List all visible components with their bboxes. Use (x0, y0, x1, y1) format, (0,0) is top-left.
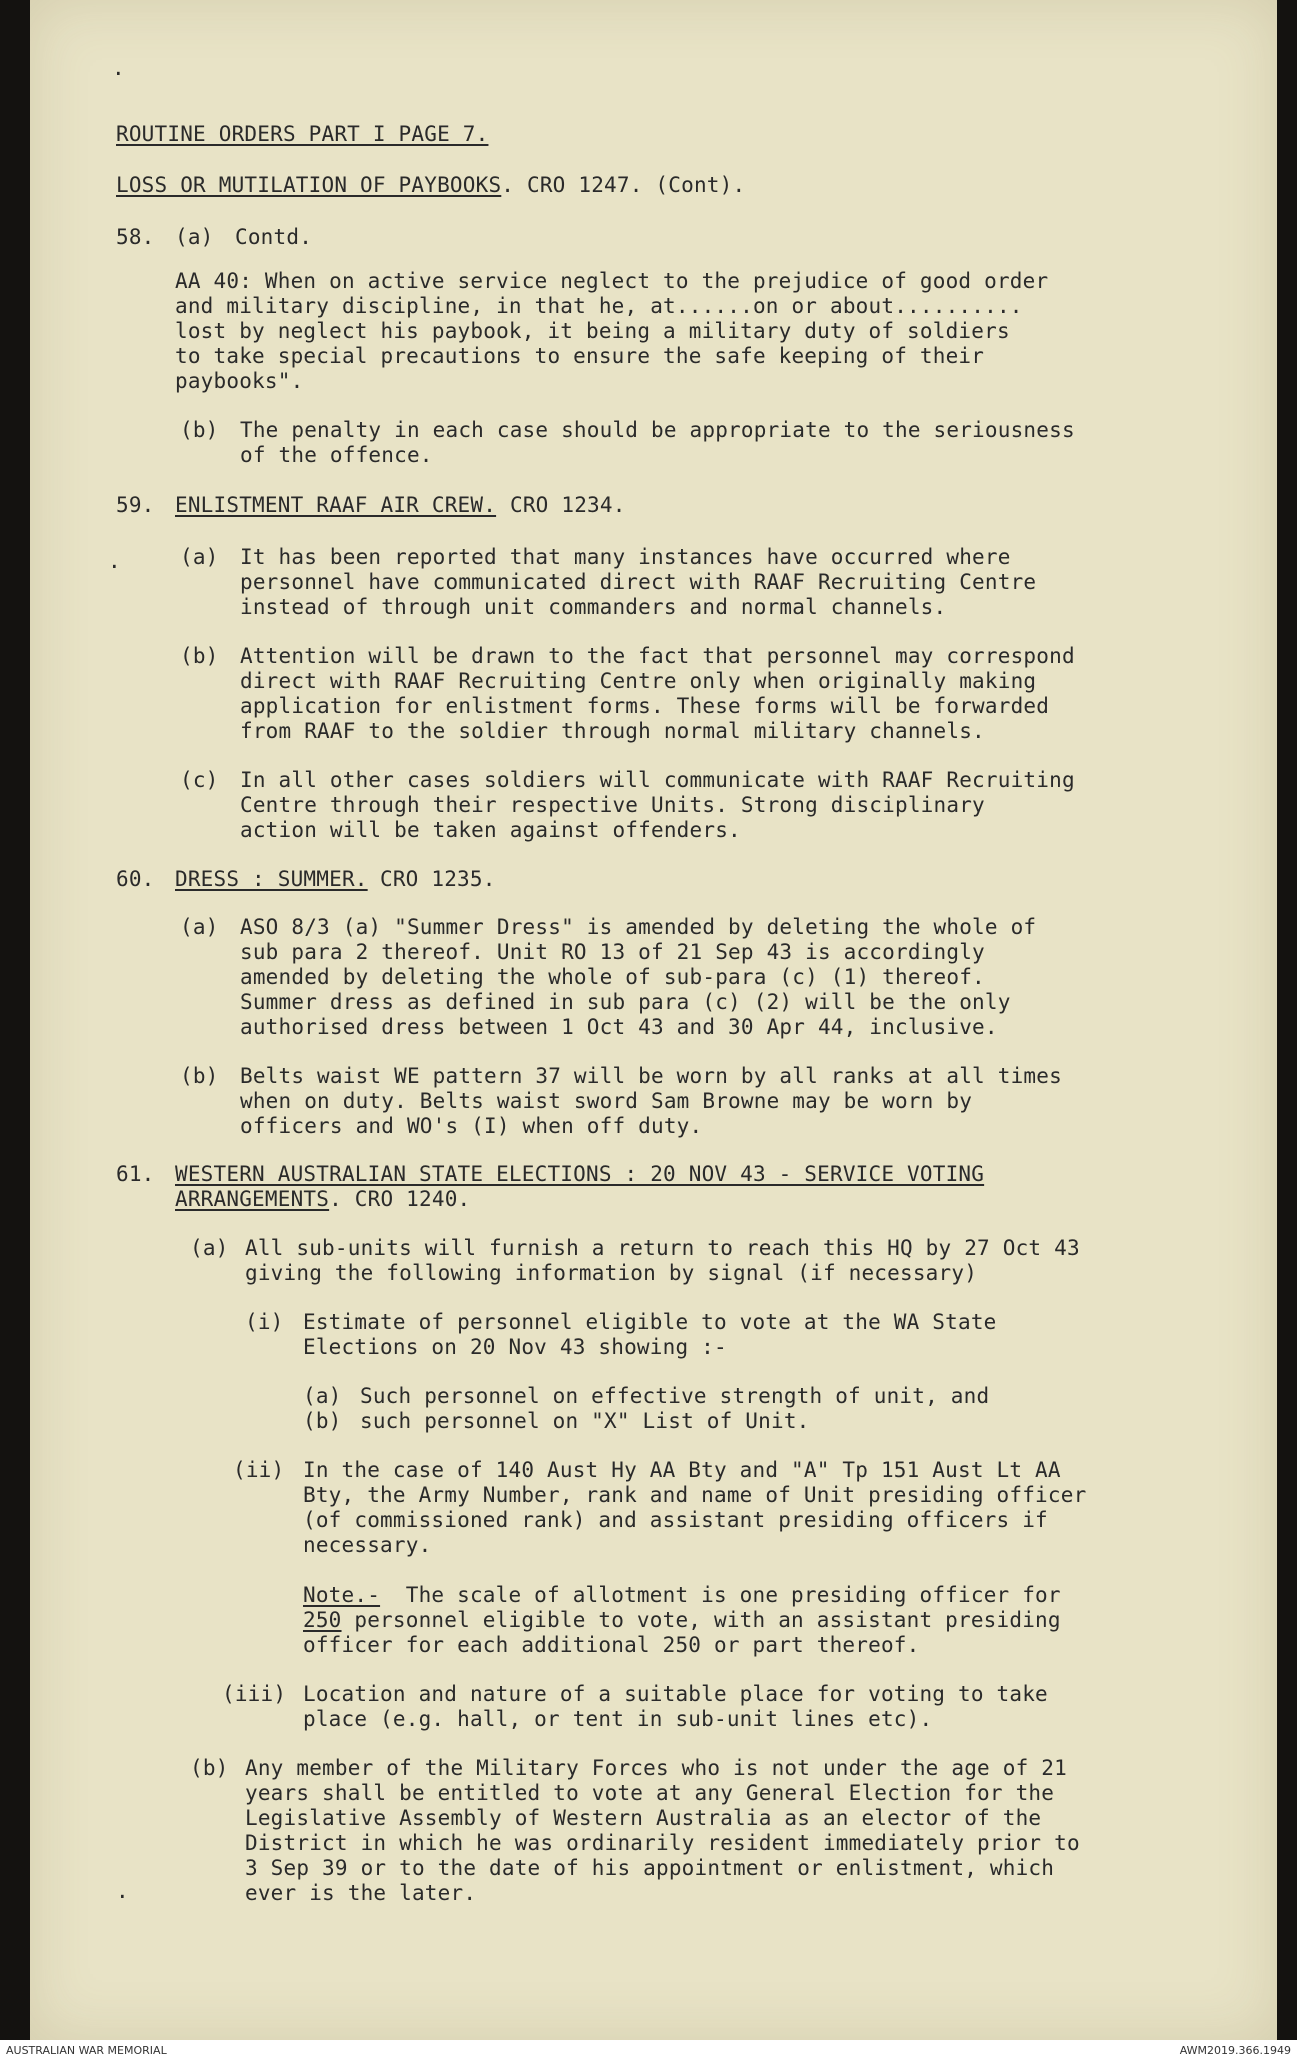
text-line: Elections on 20 Nov 43 showing :- (303, 1335, 727, 1359)
para-61-i-sub-b-text: such personnel on "X" List of Unit. (360, 1409, 810, 1433)
para-61-i-text (303, 1310, 997, 1360)
para-61-note (303, 1583, 1061, 1658)
para-61-a-text (245, 1236, 1080, 1286)
note-number: 250 (303, 1608, 342, 1632)
para-60-b-label: (b) (180, 1064, 219, 1088)
text-line: ever is the later. (245, 1881, 477, 1905)
para-61-ref: . CRO 1240. (329, 1187, 471, 1211)
text-line: Estimate of personnel eligible to vote at the WA State (303, 1310, 997, 1334)
para-59-number: 59. (116, 493, 155, 517)
text-line: Summer dress as defined in sub para (c) (2) will be the only (240, 990, 1011, 1014)
para-61-ii-label: (ii) (233, 1458, 285, 1482)
stray-mark: · (108, 555, 121, 579)
text-line: place (e.g. hall, or tent in sub-unit lines etc). (303, 1707, 933, 1731)
para-60-b-text (240, 1064, 1062, 1139)
quote-line: lost by neglect his paybook, it being a military duty of soldiers (175, 319, 1010, 343)
para-60-a-label: (a) (180, 915, 219, 939)
note-text: The scale of allotment is one presiding officer for (405, 1583, 1061, 1607)
text-line: Bty, the Army Number, rank and name of Unit presiding officer (303, 1483, 1087, 1507)
text-line: sub para 2 thereof. Unit RO 13 of 21 Sep 43 is accordingly (240, 940, 985, 964)
text-line: giving the following information by signal (if necessary) (245, 1261, 978, 1285)
para-60-a-text (240, 915, 1036, 1040)
para-59-b-text (240, 644, 1075, 744)
text-line: Attention will be drawn to the fact that personnel may correspond (240, 644, 1075, 668)
para-58-b-text (240, 418, 1075, 468)
text-line: In the case of 140 Aust Hy AA Bty and "A" Tp 151 Aust Lt AA (303, 1458, 1061, 1482)
text-line: Legislative Assembly of Western Australia as an elector of the (245, 1806, 1042, 1830)
text-line: authorised dress between 1 Oct 43 and 30 Apr 44, inclusive. (240, 1015, 998, 1039)
section-heading-ref: . CRO 1247. (Cont). (501, 173, 746, 197)
text-line: of the offence. (240, 443, 433, 467)
para-59-heading: ENLISTMENT RAAF AIR CREW. (175, 493, 497, 517)
stray-mark: · (112, 62, 125, 86)
text-line: 3 Sep 39 or to the date of his appointment or enlistment, which (245, 1856, 1055, 1880)
heading-line: WESTERN AUSTRALIAN STATE ELECTIONS : 20 NOV 43 - SERVICE VOTING (175, 1162, 985, 1186)
para-58-a-label: (a) (175, 225, 214, 249)
para-61-b-label: (b) (190, 1756, 229, 1780)
section-heading (116, 173, 745, 198)
quote-line: paybooks". (175, 369, 304, 393)
footer-left: AUSTRALIAN WAR MEMORIAL (6, 2044, 167, 2057)
text-line: officers and WO's (I) when off duty. (240, 1114, 703, 1138)
quote-line: and military discipline, in that he, at......on or about.......... (175, 294, 1023, 318)
note-text: personnel eligible to vote, with an assistant presiding (354, 1608, 1061, 1632)
para-61-i-label: (i) (245, 1310, 284, 1334)
para-58-b-label: (b) (180, 418, 219, 442)
text-line: necessary. (303, 1533, 432, 1557)
para-58-number: 58. (116, 225, 155, 249)
para-59-a-text (240, 545, 1036, 620)
para-61-number: 61. (116, 1162, 155, 1186)
text-line: instead of through unit commanders and normal channels. (240, 595, 947, 619)
document-page (30, 0, 1277, 2040)
text-line: action will be taken against offenders. (240, 818, 741, 842)
text-line: Belts waist WE pattern 37 will be worn by all ranks at all times (240, 1064, 1062, 1088)
archive-footer (0, 2040, 1297, 2061)
para-61-iii-text (303, 1682, 1048, 1732)
text-line: when on duty. Belts waist sword Sam Browne may be worn by (240, 1089, 973, 1113)
text-line: (of commissioned rank) and assistant presiding officers if (303, 1508, 1048, 1532)
para-60-heading: DRESS : SUMMER. (175, 867, 368, 891)
text-line: years shall be entitled to vote at any General Election for the (245, 1781, 1055, 1805)
para-61-a-label: (a) (190, 1236, 229, 1260)
text-line: ASO 8/3 (a) "Summer Dress" is amended by deleting the whole of (240, 915, 1037, 939)
section-heading-text: LOSS OR MUTILATION OF PAYBOOKS (116, 173, 502, 197)
page-title: ROUTINE ORDERS PART I PAGE 7. (116, 122, 489, 146)
para-61-iii-label: (iii) (222, 1682, 287, 1706)
text-line: amended by deleting the whole of sub-para (c) (1) thereof. (240, 965, 985, 989)
para-61-ii-text (303, 1458, 1086, 1558)
text-line: District in which he was ordinarily resident immediately prior to (245, 1831, 1080, 1855)
heading-line: ARRANGEMENTS (175, 1187, 330, 1211)
para-59-c-text (240, 768, 1075, 843)
para-61-heading (175, 1162, 984, 1212)
para-61-i-sub-a-label: (a) (303, 1384, 342, 1408)
text-line: In all other cases soldiers will communicate with RAAF Recruiting (240, 768, 1075, 792)
text-line: Location and nature of a suitable place for voting to take (303, 1682, 1048, 1706)
stray-mark: · (116, 1885, 129, 1909)
text-line: application for enlistment forms. These forms will be forwarded (240, 694, 1050, 718)
para-58-quote (175, 269, 1048, 394)
para-61-b-text (245, 1756, 1080, 1906)
text-line: Any member of the Military Forces who is not under the age of 21 (245, 1756, 1067, 1780)
para-60-ref: CRO 1235. (380, 867, 496, 891)
para-59-b-label: (b) (180, 644, 219, 668)
text-line: direct with RAAF Recruiting Centre only when originally making (240, 669, 1037, 693)
note-text: officer for each additional 250 or part thereof. (303, 1633, 920, 1657)
text-line: The penalty in each case should be appropriate to the seriousness (240, 418, 1075, 442)
quote-line: to take special precautions to ensure the safe keeping of their (175, 344, 985, 368)
text-line: from RAAF to the soldier through normal military channels. (240, 719, 985, 743)
note-label: Note.- (303, 1583, 381, 1607)
text-line: It has been reported that many instances have occurred where (240, 545, 1011, 569)
quote-line: AA 40: When on active service neglect to the prejudice of good order (175, 269, 1049, 293)
para-59-a-label: (a) (180, 545, 219, 569)
para-60-number: 60. (116, 867, 155, 891)
para-58-a-text: Contd. (235, 225, 313, 249)
footer-right: AWM2019.366.1949 (1179, 2044, 1291, 2057)
para-61-i-sub-b-label: (b) (303, 1409, 342, 1433)
text-line: Centre through their respective Units. Strong disciplinary (240, 793, 985, 817)
text-line: All sub-units will furnish a return to reach this HQ by 27 Oct 43 (245, 1236, 1080, 1260)
para-59-ref: CRO 1234. (510, 493, 626, 517)
para-61-i-sub-a-text: Such personnel on effective strength of unit, and (360, 1384, 990, 1408)
text-line: personnel have communicated direct with RAAF Recruiting Centre (240, 570, 1037, 594)
para-59-c-label: (c) (180, 768, 219, 792)
